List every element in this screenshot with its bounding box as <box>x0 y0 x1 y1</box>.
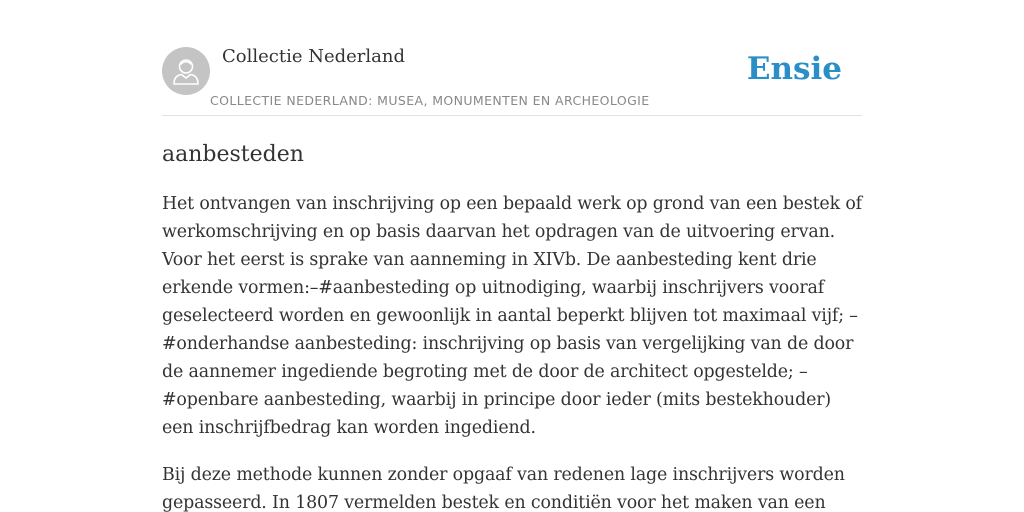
user-silhouette-icon <box>162 47 210 95</box>
source-name[interactable]: COLLECTIE NEDERLAND: MUSEA, MONUMENTEN EN ARCHEOLOGIE <box>210 93 650 108</box>
entry-paragraph: Het ontvangen van inschrijving op een bepaald werk op grond van een bestek of werkomschrijving en op basis daarvan het opdragen van de uitvoering ervan. Voor het eerst is sprake van aanneming in XIVb. De aanbesteding kent drie erkende vormen:–#aanbesteding op uitnodiging, waarbij inschrijvers vooraf geselecteerd worden en gewoonlijk in aantal beperkt blijven tot maximaal vijf; –#onderhandse aanbesteding: inschrijving op basis van vergelijking van de door de aannemer ingediende begroting met de door de architect opgestelde; –#openbare aanbesteding, waarbij in principe door ieder (mits bestekhouder) een inschrijfbedrag kan worden ingediend. <box>162 194 862 438</box>
entry-content <box>162 138 862 512</box>
avatar[interactable] <box>162 47 210 95</box>
site-logo[interactable]: Ensie <box>746 51 842 87</box>
entry-header <box>162 0 862 116</box>
entry-paragraph: Bij deze methode kunnen zonder opgaaf van redenen lage inschrijvers worden gepasseerd. In 1807 vermelden bestek en conditiën voor het maken van een <box>162 465 845 512</box>
entry-title: aanbesteden <box>162 142 304 167</box>
author-name[interactable]: Collectie Nederland <box>222 46 406 67</box>
